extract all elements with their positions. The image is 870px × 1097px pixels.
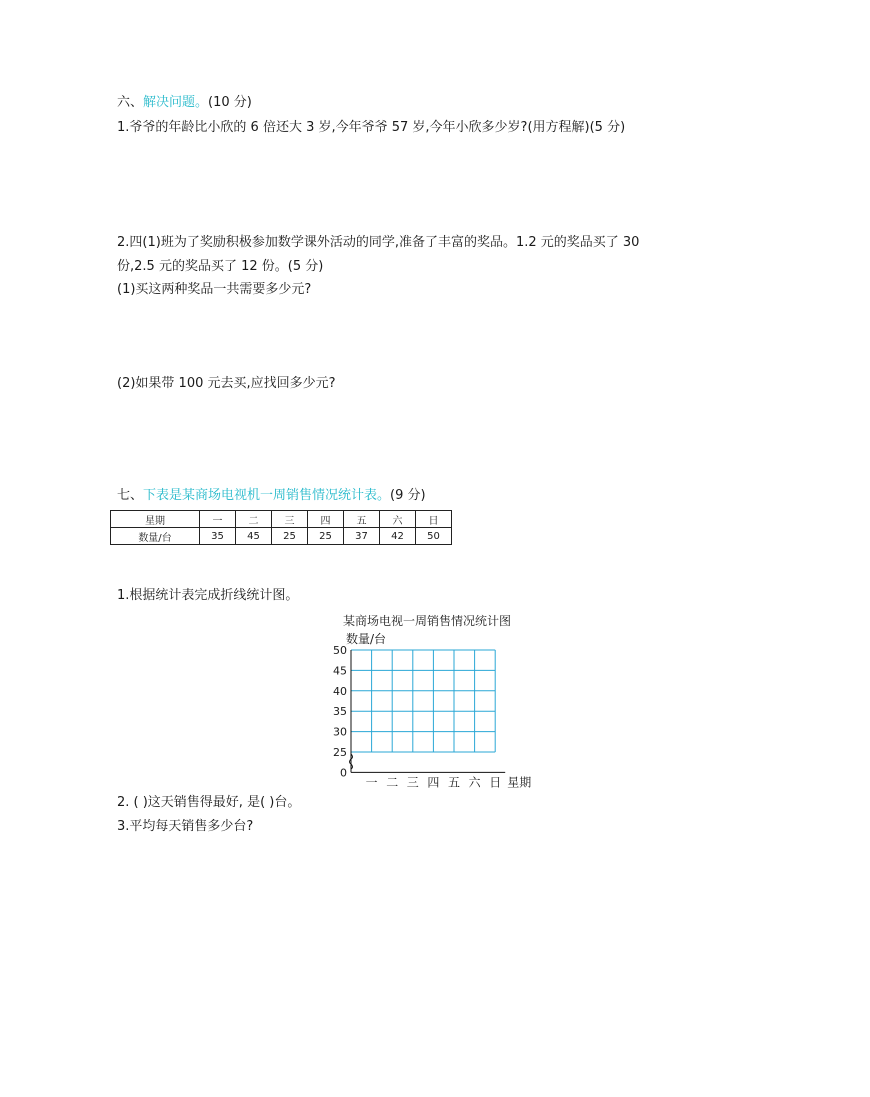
question-6-2-line2: 份,2.5 元的奖品买了 12 份。(5 分) <box>117 259 324 274</box>
table-cell-day: 三 <box>272 511 308 528</box>
section7-heading <box>117 488 426 504</box>
table-header-weekday: 星期 <box>111 511 200 528</box>
chart-y-tick-label: 45 <box>333 664 347 678</box>
line-chart-grid <box>330 630 550 792</box>
table-header-count: 数量/台 <box>111 528 200 545</box>
chart-x-tick-label: 三 <box>406 775 419 790</box>
chart-y-tick-label: 30 <box>333 725 347 739</box>
chart-ylabel: 数量/台 <box>346 632 387 646</box>
table-cell-day: 五 <box>344 511 380 528</box>
table-cell-count: 37 <box>344 528 380 545</box>
chart-x-tick-label: 四 <box>427 775 440 790</box>
section6-number: 六、 <box>117 95 144 110</box>
question-6-2-sub2: (2)如果带 100 元去买,应找回多少元? <box>117 376 336 391</box>
question-7-1: 1.根据统计表完成折线统计图。 <box>117 588 299 603</box>
chart-y-tick-label: 25 <box>333 746 347 759</box>
section7-title: 下表是某商场电视机一周销售情况统计表。 <box>143 488 391 503</box>
chart-x-tick-label: 六 <box>468 775 481 790</box>
chart-x-tick-label: 五 <box>447 775 461 790</box>
section6-heading <box>117 95 252 111</box>
table-cell-count: 25 <box>308 528 344 545</box>
table-cell-count: 42 <box>380 528 416 545</box>
chart-title: 某商场电视一周销售情况统计图 <box>343 614 512 628</box>
chart-x-tick-label: 二 <box>386 775 399 790</box>
section7-number: 七、 <box>117 488 144 503</box>
chart-x-tick-label: 一 <box>365 775 378 790</box>
table-cell-count: 35 <box>200 528 236 545</box>
question-7-3: 3.平均每天销售多少台? <box>117 819 254 834</box>
table-cell-day: 日 <box>416 511 452 528</box>
chart-y-tick-label: 40 <box>333 684 347 698</box>
chart-y-tick-label: 0 <box>340 766 347 780</box>
table-cell-day: 六 <box>380 511 416 528</box>
table-cell-count: 45 <box>236 528 272 545</box>
chart-y-tick-label: 50 <box>333 644 347 657</box>
table-row-days <box>111 511 452 528</box>
chart-y-tick-label: 35 <box>333 705 347 719</box>
question-6-1: 1.爷爷的年龄比小欣的 6 倍还大 3 岁,今年爷爷 57 岁,今年小欣多少岁?(用方程解)(5 分) <box>117 120 626 135</box>
section6-title: 解决问题。 <box>143 95 209 110</box>
question-7-2: 2. ( )这天销售得最好, 是( )台。 <box>117 795 301 810</box>
question-6-2-sub1: (1)买这两种奖品一共需要多少元? <box>117 282 312 297</box>
table-row-counts <box>111 528 452 545</box>
chart-xlabel: 星期 <box>507 775 532 790</box>
sales-table <box>110 510 452 545</box>
question-6-2-line1: 2.四(1)班为了奖励积极参加数学课外活动的同学,准备了丰富的奖品。1.2 元的奖品买了 30 <box>117 235 640 250</box>
table-cell-day: 二 <box>236 511 272 528</box>
section6-score: (10 分) <box>208 95 252 110</box>
section7-score: (9 分) <box>390 488 426 503</box>
table-cell-count: 25 <box>272 528 308 545</box>
chart-x-tick-label: 日 <box>489 775 502 790</box>
table-cell-count: 50 <box>416 528 452 545</box>
table-cell-day: 四 <box>308 511 344 528</box>
table-cell-day: 一 <box>200 511 236 528</box>
